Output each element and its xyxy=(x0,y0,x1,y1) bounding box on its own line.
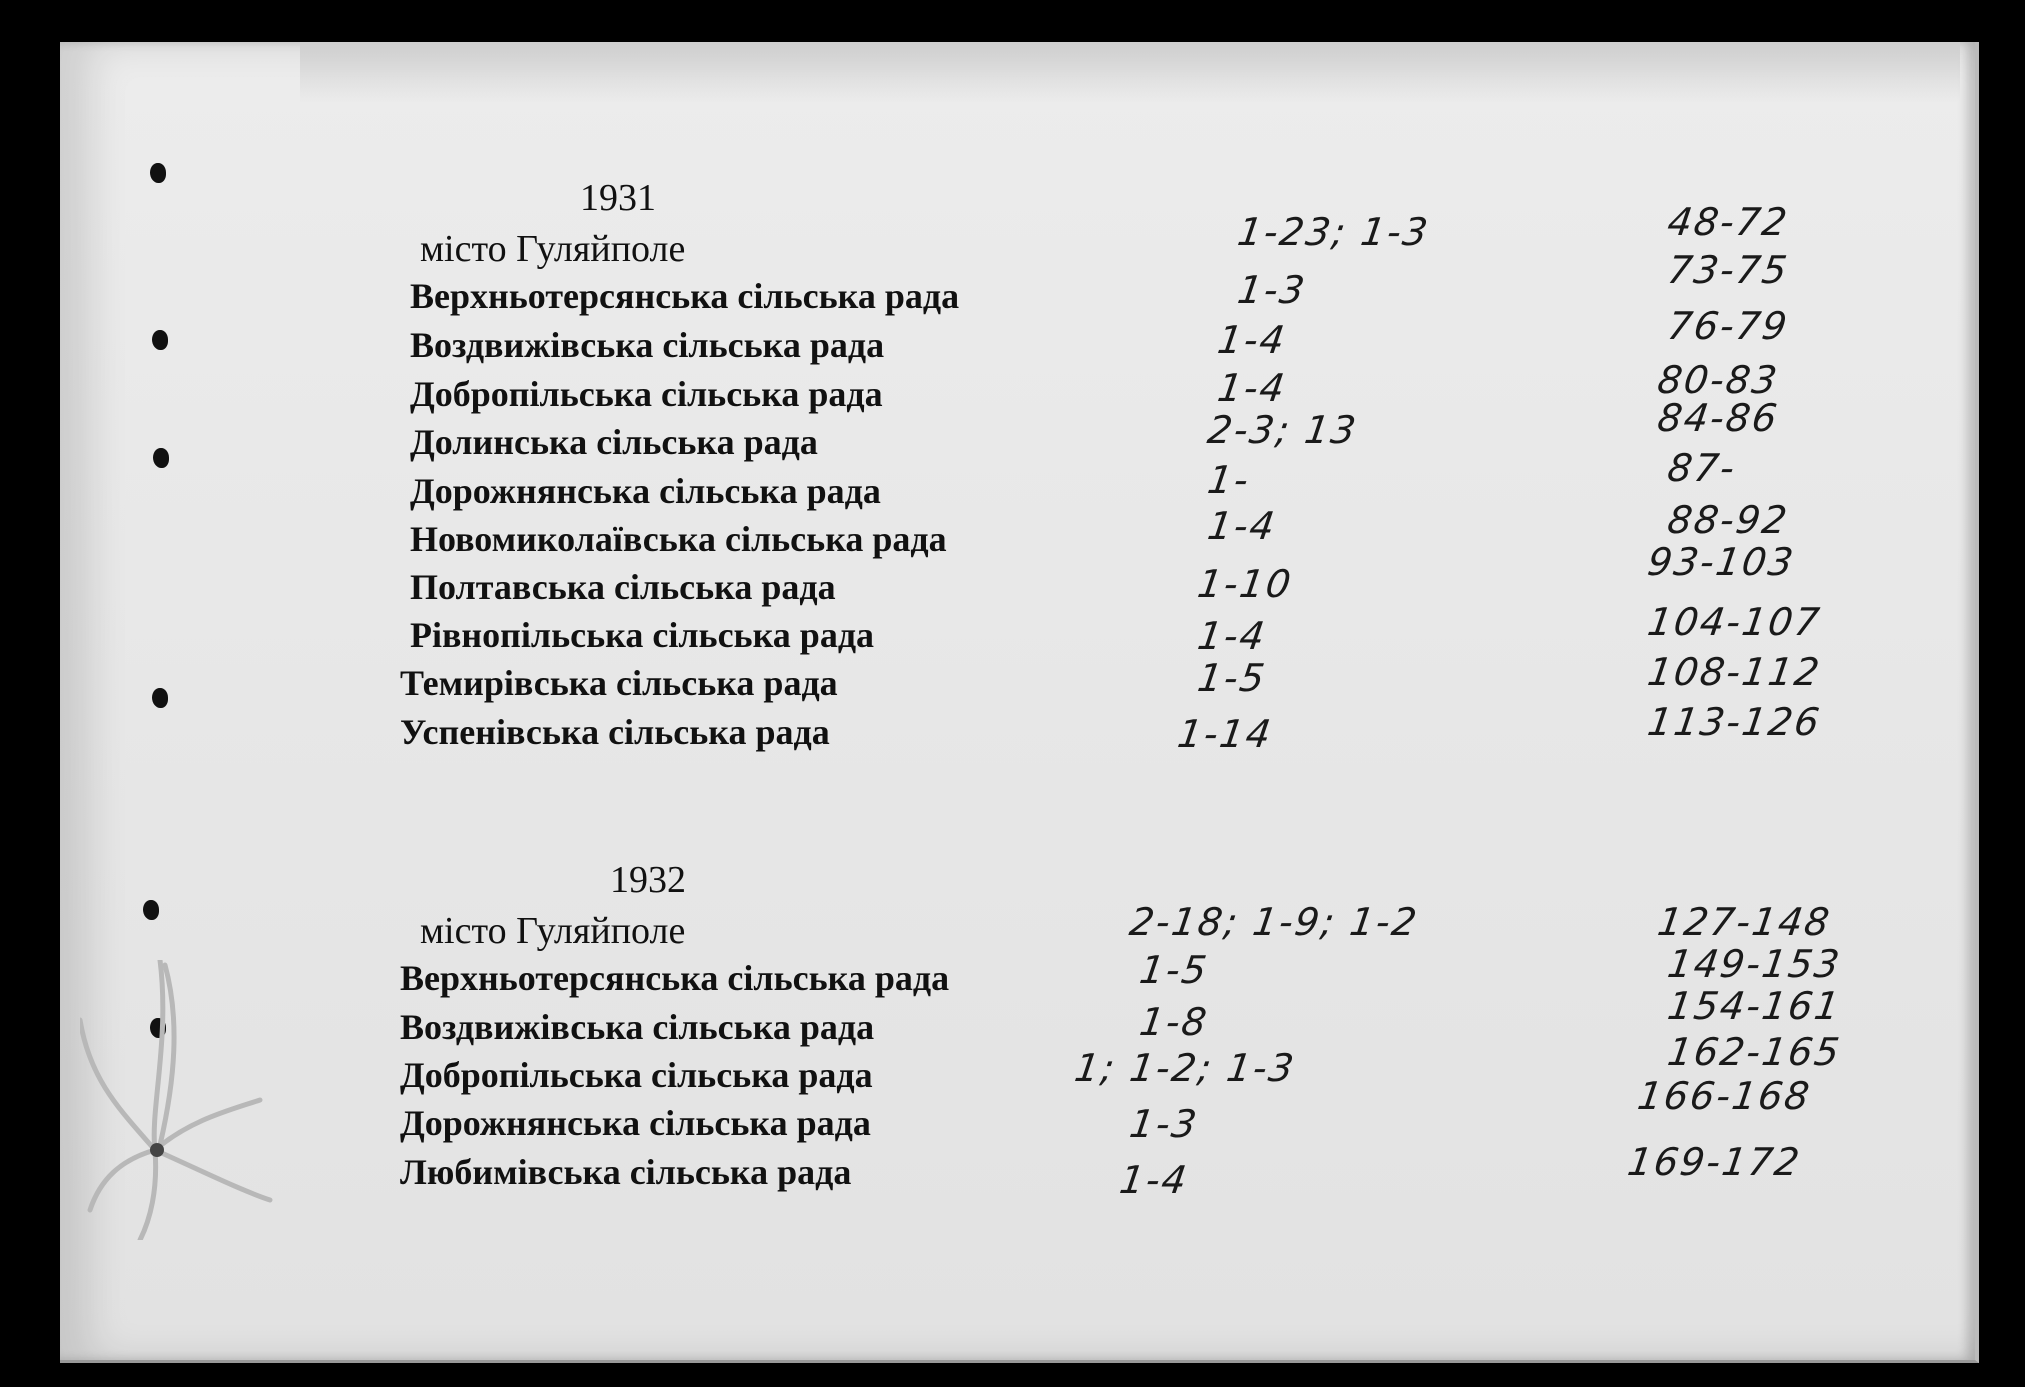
page-range: 113-126 xyxy=(1644,700,1824,744)
page-range: 166-168 xyxy=(1634,1074,1814,1118)
page-range: 127-148 xyxy=(1654,900,1834,944)
sheet-numbers: 1-8 xyxy=(1136,1000,1212,1044)
sheet-numbers: 1-23; 1-3 xyxy=(1234,210,1433,254)
council-name: Дорожнянська сільська рада xyxy=(410,471,881,511)
page-range: 108-112 xyxy=(1644,650,1824,694)
sheet-numbers: 1-3 xyxy=(1234,268,1310,312)
page-range: 84-86 xyxy=(1654,396,1782,440)
page-range: 48-72 xyxy=(1664,200,1792,244)
council-name: Воздвижівська сільська рада xyxy=(410,325,885,365)
binder-hole-icon xyxy=(152,330,168,350)
council-name: Воздвижівська сільська рада xyxy=(400,1007,875,1047)
council-name: Добропільська сільська рада xyxy=(410,374,883,414)
binder-hole-icon xyxy=(152,688,168,708)
council-name: Новомиколаївська сільська рада xyxy=(410,519,947,559)
binding-string-icon xyxy=(80,960,280,1240)
council-name: Верхньотерсянська сільська рада xyxy=(410,276,960,316)
page-range: 169-172 xyxy=(1624,1140,1804,1184)
council-name: Успенівська сільська рада xyxy=(400,712,830,752)
page-range: 149-153 xyxy=(1664,942,1844,986)
sheet-numbers: 1-4 xyxy=(1194,614,1270,658)
sheet-numbers: 1-10 xyxy=(1194,562,1296,606)
page-range: 93-103 xyxy=(1644,540,1798,584)
council-name: Долинська сільська рада xyxy=(410,422,818,462)
sheet-numbers: 1-5 xyxy=(1194,656,1270,700)
council-name: Любимівська сільська рада xyxy=(400,1152,852,1192)
page-range: 104-107 xyxy=(1644,600,1824,644)
sheet-numbers: 1-14 xyxy=(1174,712,1276,756)
page-range: 162-165 xyxy=(1664,1030,1844,1074)
sheet-numbers: 1- xyxy=(1204,458,1253,502)
council-name: Добропільська сільська рада xyxy=(400,1055,873,1095)
sheet-numbers: 2-18; 1-9; 1-2 xyxy=(1126,900,1422,944)
binder-hole-icon xyxy=(150,163,166,183)
binder-hole-icon xyxy=(143,900,159,920)
council-name: Темирівська сільська рада xyxy=(400,663,838,703)
page-range: 87- xyxy=(1664,446,1740,490)
sheet-numbers: 1-3 xyxy=(1126,1102,1202,1146)
sheet-numbers: 1-4 xyxy=(1214,318,1290,362)
council-name: Рівнопільська сільська рада xyxy=(410,615,875,655)
binder-hole-icon xyxy=(153,448,169,468)
sheet-numbers: 2-3; 13 xyxy=(1204,408,1361,452)
page-range: 88-92 xyxy=(1664,498,1792,542)
council-name: місто Гуляйполе xyxy=(420,228,686,270)
sheet-numbers: 1-4 xyxy=(1214,366,1290,410)
section-year: 1932 xyxy=(610,859,686,901)
sheet-numbers: 1-4 xyxy=(1116,1158,1192,1202)
council-name: Верхньотерсянська сільська рада xyxy=(400,958,950,998)
sheet-numbers: 1; 1-2; 1-3 xyxy=(1071,1046,1299,1090)
council-name: Дорожнянська сільська рада xyxy=(400,1103,871,1143)
sheet-numbers: 1-5 xyxy=(1136,948,1212,992)
page-edge-shadow xyxy=(300,42,1960,102)
sheet-numbers: 1-4 xyxy=(1204,504,1280,548)
page-range: 80-83 xyxy=(1654,358,1782,402)
page-range: 154-161 xyxy=(1664,984,1844,1028)
council-name: місто Гуляйполе xyxy=(420,910,686,952)
page-range: 76-79 xyxy=(1664,304,1792,348)
page-range: 73-75 xyxy=(1664,248,1792,292)
council-name: Полтавська сільська рада xyxy=(410,567,836,607)
section-year: 1931 xyxy=(580,177,656,219)
